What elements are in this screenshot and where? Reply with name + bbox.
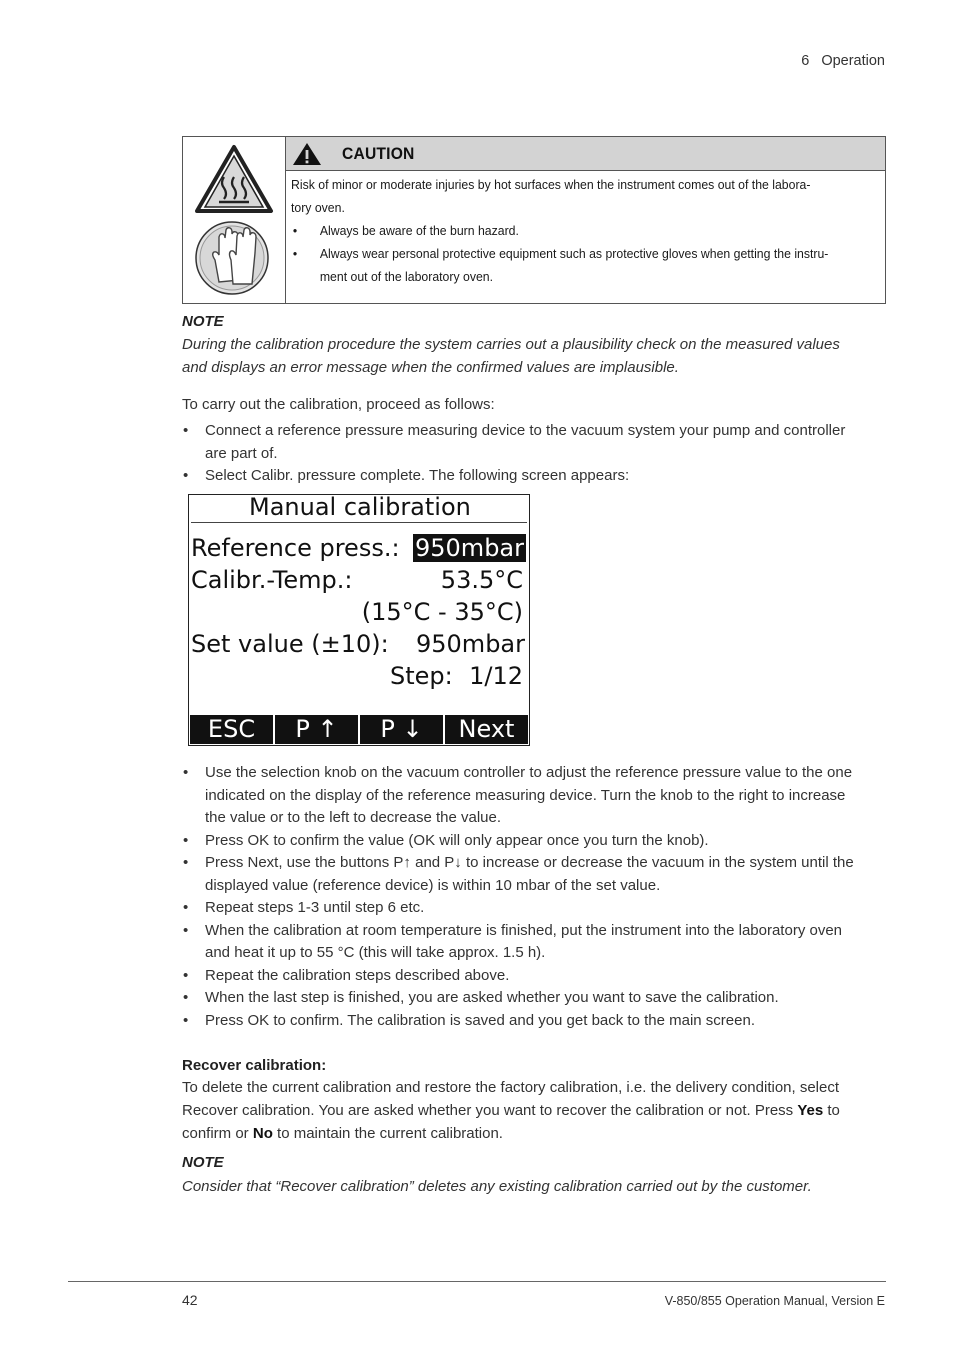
running-header bbox=[801, 53, 885, 69]
temperature-range: (15°C - 35°C) bbox=[361, 598, 523, 626]
note-label: NOTE bbox=[182, 1154, 224, 1171]
list-item: • Use the selection knob on the vacuum controller to adjust the reference pressure value to the one indicated on the display of the reference measuring device. Turn the knob to the right to increase the value or to the left to decrease the value. bbox=[182, 762, 902, 830]
list-item: • Press OK to confirm. The calibration is saved and you get back to the main screen. bbox=[182, 1010, 902, 1033]
reference-pressure-value: 950mbar bbox=[415, 534, 524, 562]
caution-line: tory oven. bbox=[291, 200, 345, 215]
list-item: • Repeat the calibration steps described above. bbox=[182, 965, 902, 988]
caution-bullet: • Always wear personal protective equipment such as protective gloves when getting the instru- ment out of the laboratory oven. bbox=[291, 242, 882, 288]
calibration-temp-value: 53.5°C bbox=[440, 566, 523, 594]
softkey-bar bbox=[190, 715, 528, 744]
list-item: • Select Calibr. pressure complete. The following screen appears: bbox=[182, 465, 892, 488]
caution-text bbox=[291, 173, 882, 288]
document-title: V-850/855 Operation Manual, Version E bbox=[664, 1294, 885, 1308]
step-value: 1/12 bbox=[469, 662, 523, 690]
steps-list-a bbox=[182, 420, 892, 488]
note-text: Consider that “Recover calibration” deletes any existing calibration carried out by the customer. bbox=[182, 1178, 812, 1195]
caution-bullet: • Always be aware of the burn hazard. bbox=[291, 219, 882, 242]
list-item: • Press OK to confirm the value (OK will only appear once you turn the knob). bbox=[182, 830, 902, 853]
recover-heading: Recover calibration: bbox=[182, 1057, 327, 1074]
intro-paragraph: To carry out the calibration, proceed as follows: bbox=[182, 396, 495, 413]
yes-keyword: Yes bbox=[797, 1102, 824, 1119]
pressure-up-softkey[interactable]: P ↑ bbox=[273, 715, 358, 744]
caution-icon-column bbox=[183, 137, 286, 303]
caution-title: CAUTION bbox=[342, 144, 415, 163]
display-title: Manual calibration bbox=[249, 493, 471, 521]
hot-surface-warning-icon bbox=[183, 137, 285, 303]
next-softkey[interactable]: Next bbox=[443, 715, 528, 744]
reference-pressure-label: Reference press.: bbox=[191, 534, 400, 562]
list-item: • When the calibration at room temperature is finished, put the instrument into the laboratory oven and heat it up to 55 °C (this will take approx. 1.5 h). bbox=[182, 920, 902, 965]
list-item: • When the last step is finished, you are asked whether you want to save the calibration. bbox=[182, 987, 902, 1010]
pressure-down-softkey[interactable]: P ↓ bbox=[358, 715, 443, 744]
section-number: 6 bbox=[801, 53, 810, 69]
note-text: During the calibration procedure the system carries out a plausibility check on the measured values and displays an error message when the confirmed values are implausible. bbox=[182, 336, 840, 376]
footer-divider bbox=[68, 1281, 886, 1282]
controller-display bbox=[188, 494, 530, 746]
page-number: 42 bbox=[182, 1292, 198, 1308]
list-item: • Connect a reference pressure measuring device to the vacuum system your pump and controller are part of. bbox=[182, 420, 892, 465]
list-item: • Repeat steps 1-3 until step 6 etc. bbox=[182, 897, 902, 920]
recover-paragraph: To delete the current calibration and restore the factory calibration, i.e. the delivery condition, select Recover calibration. You are asked whether you want to recover the calibration or not. Press Yes to confirm or No to maintain the current calibration. bbox=[182, 1079, 840, 1142]
caution-box bbox=[182, 136, 886, 304]
caution-line: Risk of minor or moderate injuries by hot surfaces when the instrument comes out of the labora- bbox=[291, 177, 811, 192]
caution-header bbox=[286, 137, 885, 171]
section-title: Operation bbox=[821, 53, 885, 69]
list-item: • Press Next, use the buttons P↑ and P↓ to increase or decrease the vacuum in the system until the displayed value (reference device) is within 10 mbar of the set value. bbox=[182, 852, 902, 897]
set-value: 950mbar bbox=[416, 630, 525, 658]
display-divider bbox=[191, 522, 527, 523]
no-keyword: No bbox=[252, 1125, 273, 1142]
steps-list-b bbox=[182, 762, 902, 1032]
warning-triangle-icon bbox=[292, 142, 322, 166]
calibration-temp-label: Calibr.-Temp.: bbox=[191, 566, 353, 594]
esc-softkey[interactable]: ESC bbox=[207, 715, 256, 743]
note-label: NOTE bbox=[182, 313, 224, 330]
protective-gloves-icon bbox=[213, 228, 256, 284]
step-label: Step: bbox=[390, 662, 453, 690]
set-value-label: Set value (±10): bbox=[191, 630, 389, 658]
